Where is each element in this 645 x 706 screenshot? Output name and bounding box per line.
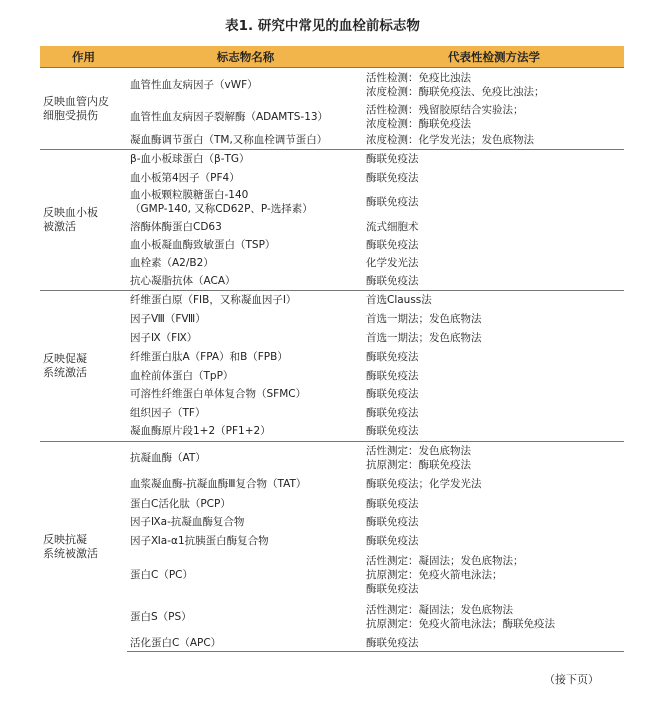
marker-line: 蛋白C活化肽（PCP） (130, 497, 231, 510)
marker-cell (127, 169, 364, 187)
table-row (40, 254, 624, 272)
method-line: 酶联免疫法 (366, 153, 419, 166)
method-line: 活性检测：免疫比浊法 (366, 71, 471, 84)
method-cell (364, 599, 624, 635)
method-cell (364, 310, 624, 329)
marker-line: 因子Ⅸ（FⅨ） (130, 332, 198, 344)
method-cell (364, 348, 624, 367)
method-line: 酶联免疫法 (366, 636, 419, 649)
method-line: 酶联免疫法 (366, 406, 419, 419)
method-line: 抗原测定：酶联免疫法 (366, 458, 471, 471)
table-row (40, 635, 624, 652)
role-cell (40, 291, 127, 442)
marker-line: （GMP-140, 又称CD62P、P-选择素） (130, 203, 313, 215)
marker-cell (127, 404, 364, 422)
table-title: 表1. 研究中常见的血栓前标志物 (225, 18, 420, 34)
header-method: 代表性检测方法学 (364, 46, 624, 68)
table-row (40, 310, 624, 329)
marker-cell (127, 348, 364, 367)
table-row (40, 442, 624, 474)
table-row (40, 272, 624, 291)
method-line: 活性测定：凝固法；发色底物法； (366, 554, 524, 567)
table-row (40, 348, 624, 367)
method-line: 浓度检测：酶联免疫法 (366, 117, 471, 130)
marker-cell (127, 236, 364, 254)
marker-cell (127, 150, 364, 169)
table-row (40, 404, 624, 422)
marker-line: 抗心凝脂抗体（ACA） (130, 274, 236, 287)
marker-line: 血浆凝血酶-抗凝血酶Ⅲ复合物（TAT） (130, 478, 307, 490)
marker-cell (127, 385, 364, 404)
marker-line: 纤维蛋白肽A（FPA）和B（FPB） (130, 351, 288, 363)
marker-cell (127, 367, 364, 385)
table-row (40, 513, 624, 532)
table-row (40, 169, 624, 187)
marker-line: 可溶性纤维蛋白单体复合物（SFMC） (130, 388, 307, 400)
method-cell (364, 532, 624, 551)
method-cell (364, 254, 624, 272)
method-cell (364, 513, 624, 532)
marker-line: β-血小板球蛋白（β-TG） (130, 153, 250, 166)
marker-cell (127, 132, 364, 150)
method-line: 浓度检测：化学发光法；发色底物法 (366, 134, 534, 147)
method-line: 首选Clauss法 (366, 294, 432, 307)
method-line: 活性检测：残留胶原结合实验法； (366, 103, 524, 116)
method-line: 浓度检测：酶联免疫法、免疫比浊法； (366, 85, 545, 98)
marker-line: 凝血酶调节蛋白（TM,又称血栓调节蛋白） (130, 134, 328, 147)
method-line: 抗原测定：免疫火箭电泳法；酶联免疫法 (366, 617, 555, 630)
marker-cell (127, 532, 364, 551)
table-row (40, 551, 624, 599)
marker-line: 血小板颗粒膜糖蛋白-140 (130, 189, 249, 201)
role-line: 系统被激活 (43, 546, 98, 560)
method-line: 化学发光法 (366, 256, 419, 269)
table-row (40, 599, 624, 635)
method-cell (364, 150, 624, 169)
method-line: 酶联免疫法 (366, 425, 419, 438)
method-cell (364, 291, 624, 310)
marker-line: 血小板凝血酶致敏蛋白（TSP） (130, 238, 276, 251)
role-line: 反映血小板 (43, 206, 98, 219)
marker-line: 因子Ⅺa-α1抗胰蛋白酶复合物 (130, 535, 269, 547)
method-line: 酶联免疫法 (366, 388, 419, 400)
method-line: 酶联免疫法 (366, 351, 419, 363)
method-line: 酶联免疫法 (366, 171, 419, 184)
marker-line: 因子Ⅷ（FⅧ） (130, 313, 206, 325)
table-row (40, 291, 624, 310)
marker-line: 血栓前体蛋白（TpP） (130, 369, 234, 382)
method-line: 酶联免疫法 (366, 196, 419, 208)
table-row (40, 102, 624, 132)
marker-cell (127, 291, 364, 310)
table-row (40, 236, 624, 254)
marker-line: 组织因子（TF） (130, 406, 206, 419)
marker-cell (127, 599, 364, 635)
marker-cell (127, 187, 364, 218)
method-line: 酶联免疫法 (366, 497, 419, 510)
method-line: 首选一期法；发色底物法 (366, 332, 482, 344)
role-cell (40, 150, 127, 291)
method-line: 首选一期法；发色底物法 (366, 313, 482, 325)
marker-line: 纤维蛋白原（FIB，又称凝血因子Ⅰ） (130, 294, 297, 307)
role-line: 系统激活 (43, 366, 87, 379)
method-cell (364, 635, 624, 652)
marker-line: 血管性血友病因子（vWF） (130, 78, 258, 91)
marker-line: 蛋白C（PC） (130, 568, 193, 581)
table-row (40, 150, 624, 169)
method-cell (364, 329, 624, 348)
marker-cell (127, 329, 364, 348)
method-cell (364, 236, 624, 254)
marker-cell (127, 635, 364, 652)
method-line: 酶联免疫法 (366, 238, 419, 251)
marker-cell (127, 218, 364, 236)
marker-cell (127, 254, 364, 272)
table-row (40, 495, 624, 513)
marker-line: 活化蛋白C（APC） (130, 636, 222, 649)
method-cell (364, 68, 624, 102)
marker-cell (127, 551, 364, 599)
table-row (40, 422, 624, 442)
method-line: 酶联免疫法；化学发光法 (366, 478, 482, 490)
marker-line: 血小板第4因子（PF4） (130, 171, 240, 184)
method-cell (364, 404, 624, 422)
method-line: 流式细胞术 (366, 220, 419, 233)
method-cell (364, 187, 624, 218)
marker-cell (127, 68, 364, 102)
table-row (40, 218, 624, 236)
table-row (40, 187, 624, 218)
role-line: 被激活 (43, 220, 76, 233)
header-role: 作用 (40, 46, 127, 68)
method-line: 酶联免疫法 (366, 274, 419, 287)
method-cell (364, 442, 624, 474)
marker-line: 凝血酶原片段1+2（PF1+2） (130, 425, 271, 438)
method-line: 酶联免疫法 (366, 516, 419, 528)
marker-cell (127, 310, 364, 329)
method-cell (364, 474, 624, 495)
header-marker: 标志物名称 (127, 46, 364, 68)
marker-cell (127, 422, 364, 442)
marker-cell (127, 513, 364, 532)
continued-note: （接下页） (544, 673, 599, 686)
role-line: 细胞受损伤 (43, 108, 98, 122)
role-cell (40, 68, 127, 150)
table-row (40, 474, 624, 495)
marker-line: 血栓素（A2/B2） (130, 256, 214, 269)
method-line: 活性测定：发色底物法 (366, 444, 471, 457)
table-row (40, 532, 624, 551)
method-cell (364, 272, 624, 291)
table-row (40, 68, 624, 102)
marker-line: 溶酶体酶蛋白CD63 (130, 220, 222, 233)
marker-cell (127, 102, 364, 132)
marker-line: 血管性血友病因子裂解酶（ADAMTS-13） (130, 110, 329, 123)
marker-cell (127, 495, 364, 513)
role-line: 反映血管内皮 (43, 94, 109, 108)
role-line: 反映促凝 (43, 352, 87, 365)
method-cell (364, 422, 624, 442)
table-row (40, 132, 624, 150)
method-cell (364, 218, 624, 236)
method-line: 酶联免疫法 (366, 535, 419, 547)
role-line: 反映抗凝 (43, 532, 87, 546)
method-cell (364, 102, 624, 132)
method-line: 酶联免疫法 (366, 582, 419, 595)
method-cell (364, 367, 624, 385)
marker-line: 抗凝血酶（AT） (130, 451, 206, 464)
role-cell (40, 442, 127, 652)
method-line: 活性测定：凝固法；发色底物法 (366, 603, 513, 616)
marker-cell (127, 272, 364, 291)
table-row (40, 385, 624, 404)
marker-table (40, 46, 624, 652)
table-row (40, 367, 624, 385)
marker-cell (127, 442, 364, 474)
method-line: 抗原测定：免疫火箭电泳法； (366, 568, 503, 581)
marker-line: 因子Ⅸa-抗凝血酶复合物 (130, 516, 245, 528)
table-row (40, 329, 624, 348)
marker-cell (127, 474, 364, 495)
method-line: 酶联免疫法 (366, 369, 419, 382)
table-header-row (40, 46, 624, 68)
method-cell (364, 169, 624, 187)
method-cell (364, 551, 624, 599)
method-cell (364, 132, 624, 150)
method-cell (364, 495, 624, 513)
method-cell (364, 385, 624, 404)
marker-line: 蛋白S（PS） (130, 610, 192, 623)
